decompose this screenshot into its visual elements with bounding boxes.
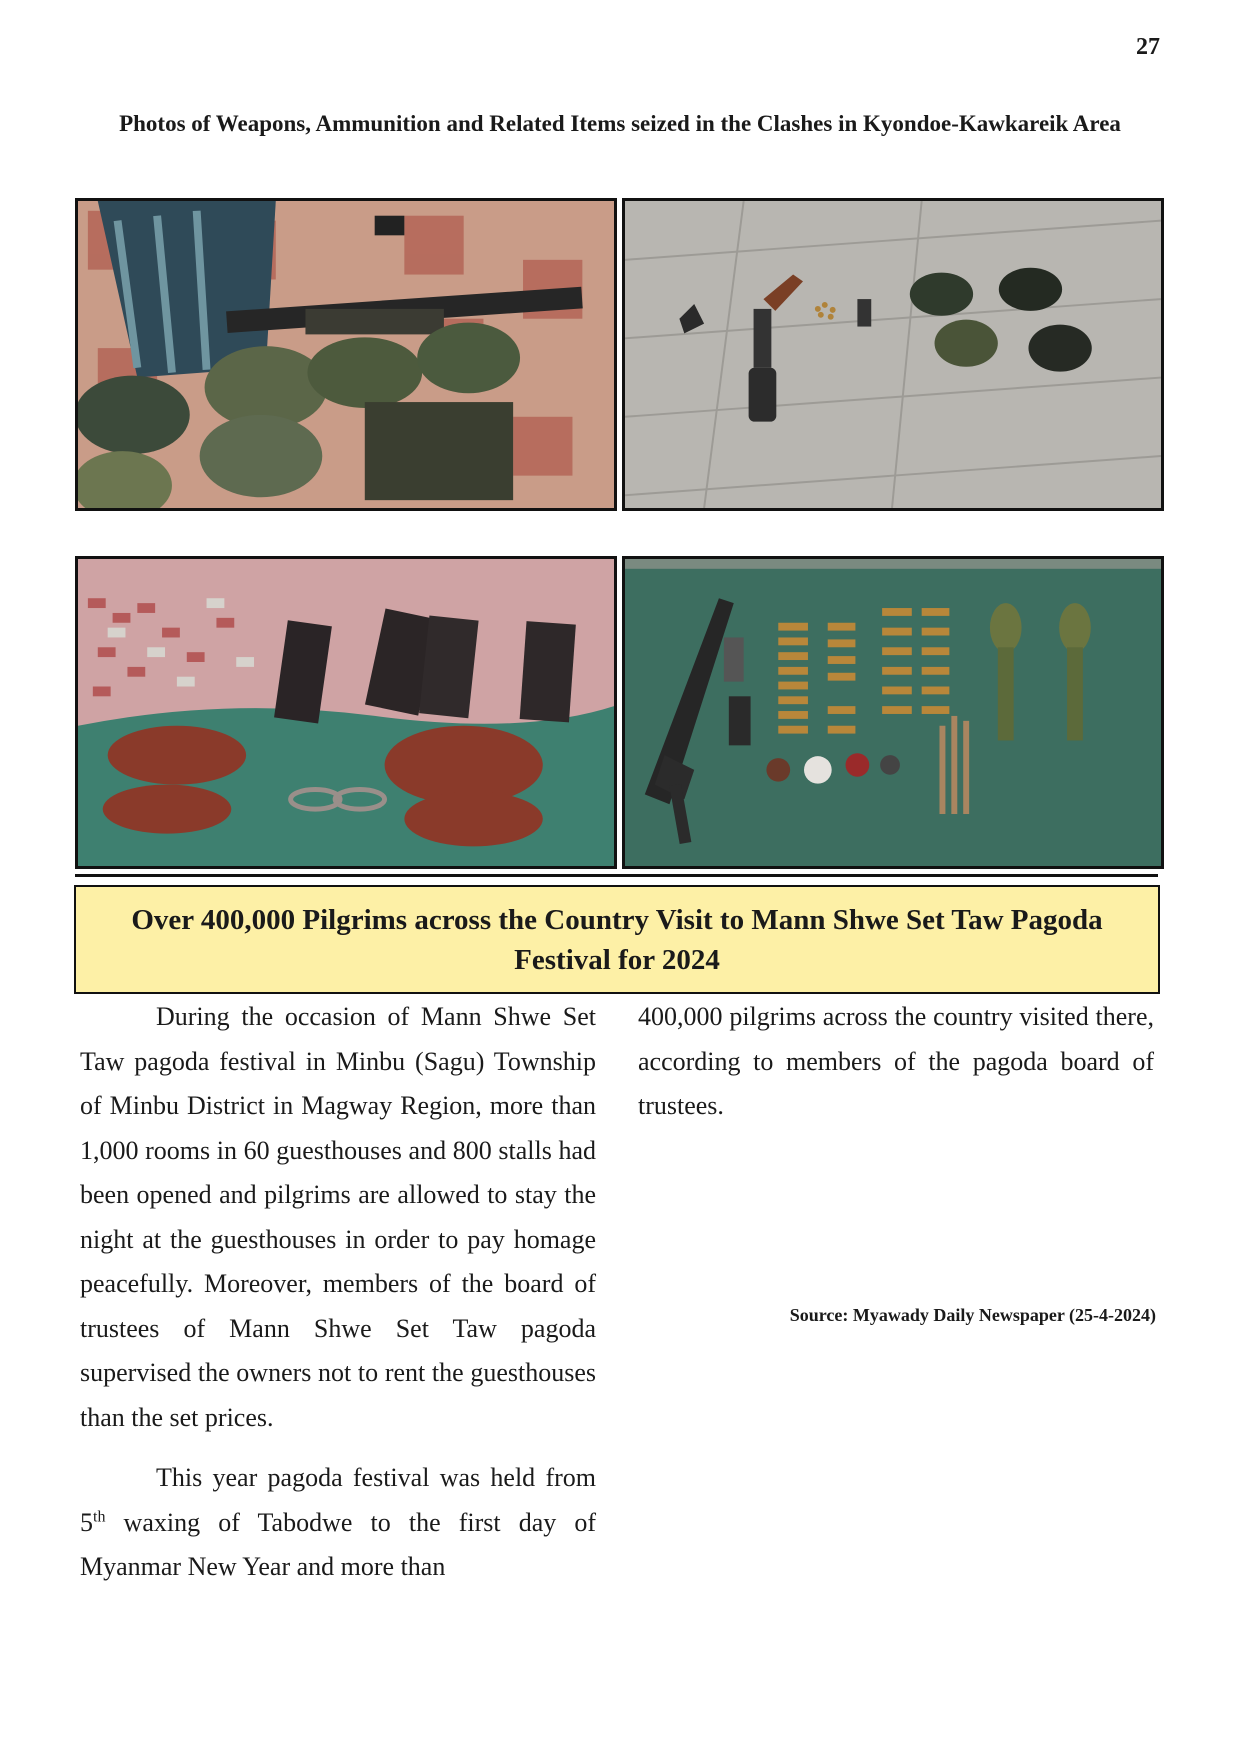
- article-column-left: [80, 995, 596, 1590]
- photo-launcher-helmets-floor: [622, 198, 1164, 511]
- ordinal-suffix: th: [93, 1507, 106, 1525]
- page-number: 27: [1136, 34, 1160, 60]
- article-source: Source: Myawady Daily Newspaper (25-4-2024): [789, 1305, 1156, 1325]
- paragraph-2-end: waxing of Tabodwe to the first day of Myanmar New Year and more than: [80, 1507, 596, 1581]
- photo-backpack-rifle-helmets: [75, 198, 617, 511]
- article-paragraph-2: [80, 1456, 596, 1590]
- headline-top-rule: [75, 874, 1158, 877]
- photo-ammunition-magazines: [75, 556, 617, 869]
- article-headline: Over 400,000 Pilgrims across the Country Visit to Mann Shwe Set Taw Pagoda Festival for 2024: [74, 885, 1160, 994]
- article-paragraph-2-continued: 400,000 pilgrims across the country visited there, according to members of the pagoda board of trustees.: [638, 1002, 1154, 1120]
- article-paragraph-1: During the occasion of Mann Shwe Set Taw pagoda festival in Minbu (Sagu) Township of Minbu District in Magway Region, more than 1,000 rooms in 60 guesthouses and 800 stalls had been opened and pilgrims are allowed to stay the night at the guesthouses in order to pay homage peacefully. Moreover, members of the board of trustees of Mann Shwe Set Taw pagoda supervised the owners not to rent the guesthouses than the set prices.: [80, 1002, 596, 1432]
- article-column-right: [638, 995, 1154, 1129]
- photos-caption: Photos of Weapons, Ammunition and Related Items seized in the Clashes in Kyondoe-Kawkareik Area: [119, 111, 1121, 136]
- paragraph-2-start: This year pagoda festival was held from 5: [80, 1463, 596, 1537]
- photo-rifle-grenades-tarp: [622, 556, 1164, 869]
